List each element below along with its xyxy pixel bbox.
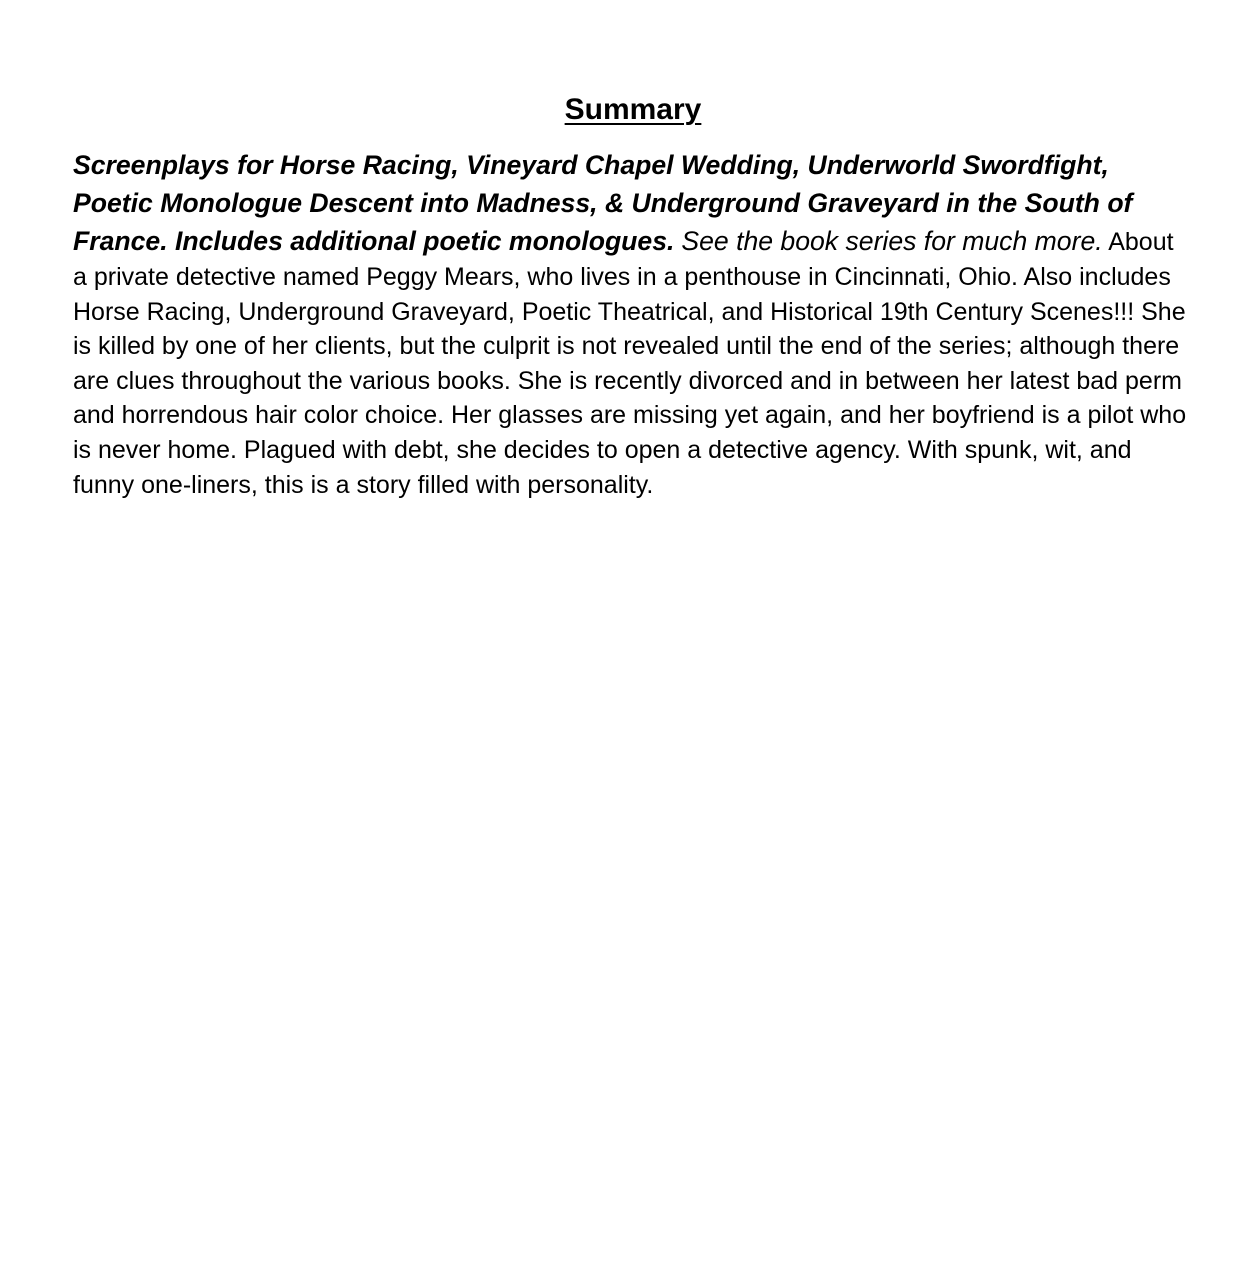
- summary-lead-bold: Screenplays for Horse Racing, Vineyard Chapel Wedding, Underworld Swordfight, Poetic Monologue Descent into Madness, & Underground Graveyard in the South of France. Includes additional poetic monologues.: [73, 150, 1133, 256]
- page-title: Summary: [564, 93, 702, 126]
- summary-body: About a private detective named Peggy Mears, who lives in a penthouse in Cincinnati, Ohio. Also includes Horse Racing, Underground Graveyard, Poetic Theatrical, and Historical 19th Century Scenes!!! She is killed by one of her clients, but the culprit is not revealed until the end of the series; although there are clues throughout the various books. She is recently divorced and in between her latest bad perm and horrendous hair color choice. Her glasses are missing yet again, and her boyfriend is a pilot who is never home. Plagued with debt, she decides to open a detective agency. With spunk, wit, and funny one-liners, this is a story filled with personality.: [73, 228, 1187, 499]
- summary-paragraph: [73, 146, 1193, 502]
- summary-lead-italic: See the book series for much more.: [681, 226, 1103, 256]
- document-page: [73, 88, 1193, 502]
